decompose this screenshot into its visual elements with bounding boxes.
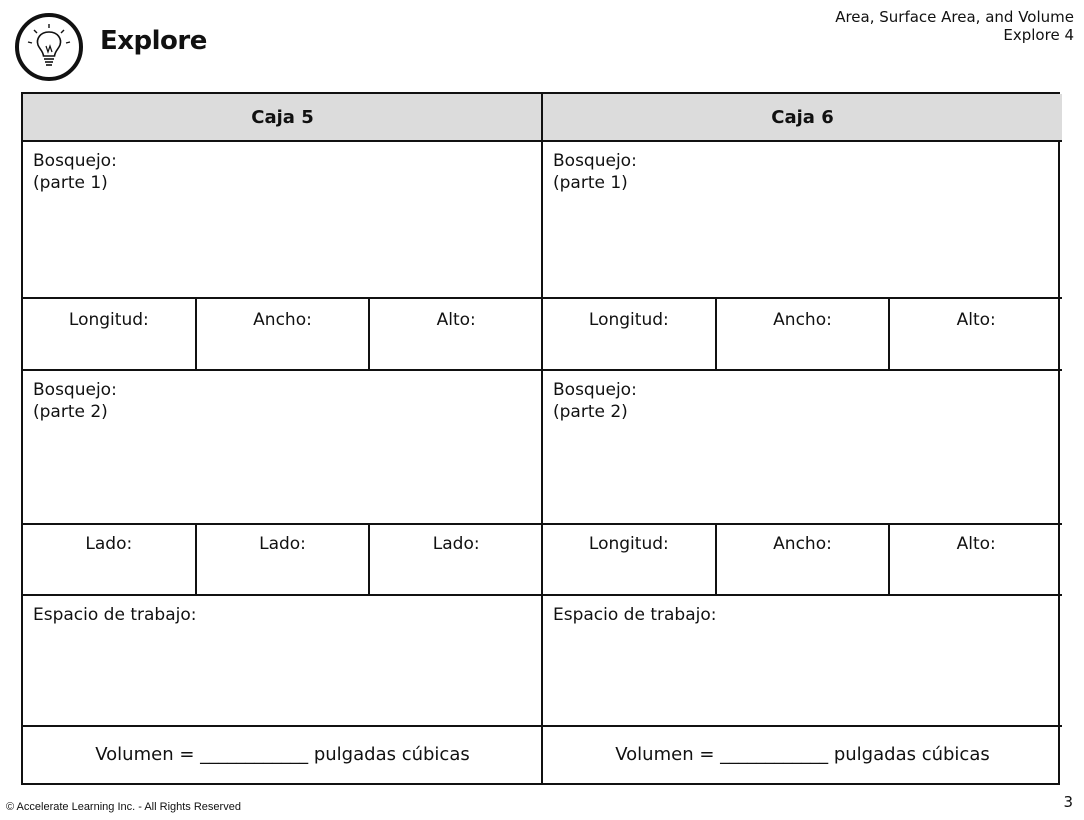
dimension-cell[interactable]: Longitud: bbox=[543, 299, 717, 369]
sketch-part2-area[interactable] bbox=[543, 369, 1062, 525]
sketch-sublabel: (parte 2) bbox=[553, 402, 628, 422]
page-number: 3 bbox=[1063, 793, 1073, 811]
workspace-area[interactable] bbox=[543, 594, 1062, 727]
dimensions-row-2 bbox=[543, 523, 1062, 596]
dimension-cell[interactable]: Longitud: bbox=[543, 523, 717, 594]
dimension-cell[interactable]: Longitud: bbox=[23, 299, 197, 369]
sketch-label: Bosquejo: bbox=[553, 151, 637, 171]
side-cell[interactable]: Lado: bbox=[23, 523, 197, 594]
unit-title: Area, Surface Area, and Volume bbox=[835, 8, 1074, 26]
dimension-cell[interactable]: Ancho: bbox=[717, 523, 891, 594]
brand-title: Explore bbox=[100, 26, 207, 56]
side-cell[interactable]: Lado: bbox=[197, 523, 371, 594]
sketch-sublabel: (parte 2) bbox=[33, 402, 108, 422]
sketch-label: Bosquejo: bbox=[33, 151, 117, 171]
lightbulb-icon bbox=[14, 12, 84, 82]
activity-label: Explore 4 bbox=[1003, 26, 1074, 44]
side-cell[interactable]: Lado: bbox=[432, 534, 480, 554]
dimension-cell[interactable]: Alto: bbox=[436, 310, 476, 330]
box-title: Caja 6 bbox=[543, 94, 1062, 142]
dimension-cell[interactable]: Ancho: bbox=[717, 299, 891, 369]
sketch-part1-area[interactable] bbox=[23, 140, 542, 299]
box-column-5 bbox=[23, 94, 542, 783]
workspace-area[interactable] bbox=[23, 594, 542, 727]
box-title: Caja 5 bbox=[23, 94, 542, 142]
sketch-sublabel: (parte 1) bbox=[553, 173, 628, 193]
volume-line[interactable]: Volumen = ____________ pulgadas cúbicas bbox=[95, 743, 470, 765]
sketch-label: Bosquejo: bbox=[33, 380, 117, 400]
sketch-label: Bosquejo: bbox=[553, 380, 637, 400]
box-column-6 bbox=[541, 94, 1062, 783]
dimension-cell[interactable]: Ancho: bbox=[197, 299, 371, 369]
dimensions-row-1 bbox=[23, 299, 542, 371]
sketch-part1-area[interactable] bbox=[543, 140, 1062, 299]
sketch-part2-area[interactable] bbox=[23, 369, 542, 525]
dimension-cell[interactable]: Alto: bbox=[956, 310, 996, 330]
workspace-label: Espacio de trabajo: bbox=[553, 605, 717, 625]
dimensions-row-2 bbox=[23, 523, 542, 596]
dimension-cell[interactable]: Alto: bbox=[956, 534, 996, 554]
workspace-label: Espacio de trabajo: bbox=[33, 605, 197, 625]
dimensions-row-1 bbox=[543, 299, 1062, 371]
worksheet-table bbox=[21, 92, 1060, 785]
volume-line[interactable]: Volumen = ____________ pulgadas cúbicas bbox=[615, 743, 990, 765]
sketch-sublabel: (parte 1) bbox=[33, 173, 108, 193]
copyright-footer: © Accelerate Learning Inc. - All Rights Reserved bbox=[6, 801, 241, 813]
unit-header bbox=[835, 8, 1074, 44]
